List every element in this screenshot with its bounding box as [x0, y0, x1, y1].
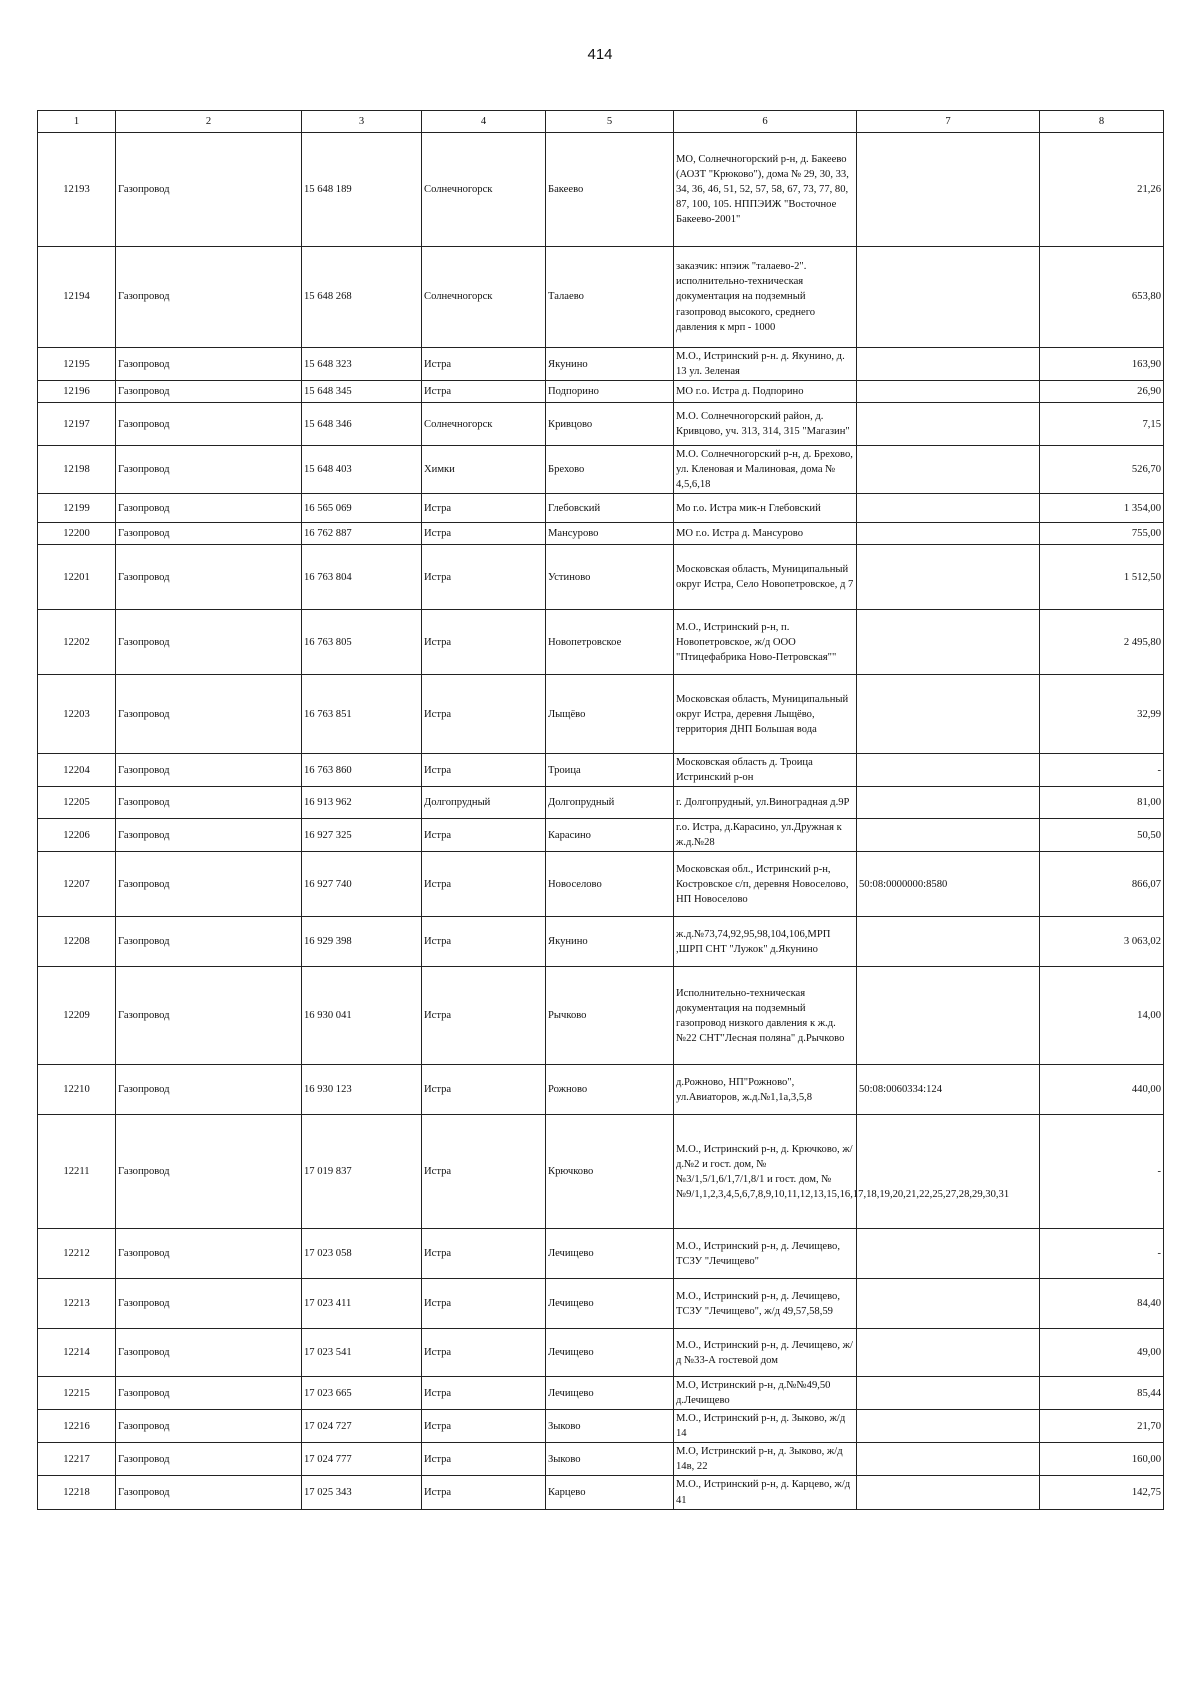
cell-inventory-code: 16 565 069 [302, 494, 422, 523]
cell-row-number: 12217 [38, 1443, 116, 1476]
cell-address: М.О., Истринский р-н, п. Новопетровское, ж/д ООО "Птицефабрика Ново-Петровская"" [674, 610, 857, 675]
cell-object-type: Газопровод [116, 852, 302, 917]
cell-value: 7,15 [1040, 403, 1164, 446]
cell-row-number: 12208 [38, 917, 116, 967]
cell-value: - [1040, 1229, 1164, 1279]
cell-inventory-code: 16 763 860 [302, 754, 422, 787]
cell-row-number: 12202 [38, 610, 116, 675]
cell-cadastral-number [857, 1279, 1040, 1329]
cell-row-number: 12206 [38, 819, 116, 852]
cell-district: Истра [422, 852, 546, 917]
table-row [38, 133, 1164, 247]
cell-district: Солнечногорск [422, 133, 546, 247]
cell-district: Истра [422, 1410, 546, 1443]
cell-address: ж.д.№73,74,92,95,98,104,106,МРП ,ШРП СНТ "Лужок" д.Якунино [674, 917, 857, 967]
cell-cadastral-number [857, 1377, 1040, 1410]
cell-inventory-code: 15 648 323 [302, 348, 422, 381]
cell-cadastral-number [857, 133, 1040, 247]
cell-inventory-code: 16 929 398 [302, 917, 422, 967]
cell-inventory-code: 17 023 665 [302, 1377, 422, 1410]
cell-address: Мо г.о. Истра мик-н Глебовский [674, 494, 857, 523]
cell-object-type: Газопровод [116, 1115, 302, 1229]
table-row [38, 1377, 1164, 1410]
cell-object-type: Газопровод [116, 1476, 302, 1509]
cell-locality: Кривцово [546, 403, 674, 446]
cell-district: Истра [422, 967, 546, 1065]
cell-row-number: 12216 [38, 1410, 116, 1443]
cell-object-type: Газопровод [116, 754, 302, 787]
cell-object-type: Газопровод [116, 133, 302, 247]
cell-locality: Бакеево [546, 133, 674, 247]
cell-district: Истра [422, 348, 546, 381]
cell-value: - [1040, 754, 1164, 787]
cell-locality: Якунино [546, 348, 674, 381]
cell-district: Солнечногорск [422, 403, 546, 446]
cell-inventory-code: 16 763 805 [302, 610, 422, 675]
cell-address: Московская область, Муниципальный округ Истра, Село Новопетровское, д 7 [674, 545, 857, 610]
cell-cadastral-number [857, 446, 1040, 494]
cell-object-type: Газопровод [116, 787, 302, 819]
cell-value: 866,07 [1040, 852, 1164, 917]
column-header: 5 [546, 111, 674, 133]
cell-cadastral-number [857, 403, 1040, 446]
cell-address: М.О., Истринский р-н. д. Якунино, д. 13 ул. Зеленая [674, 348, 857, 381]
cell-locality: Мансурово [546, 523, 674, 545]
cell-district: Истра [422, 917, 546, 967]
cell-cadastral-number [857, 1476, 1040, 1509]
cell-cadastral-number [857, 247, 1040, 348]
cell-row-number: 12197 [38, 403, 116, 446]
cell-object-type: Газопровод [116, 967, 302, 1065]
cell-object-type: Газопровод [116, 494, 302, 523]
cell-cadastral-number [857, 1115, 1040, 1229]
cell-cadastral-number: 50:08:0000000:8580 [857, 852, 1040, 917]
cell-address: заказчик: нпэиж "талаево-2". исполнительно-техническая документация на подземный газопровод высокого, среднего давления к мрп - 1000 [674, 247, 857, 348]
cell-locality: Рычково [546, 967, 674, 1065]
cell-locality: Талаево [546, 247, 674, 348]
table-row [38, 523, 1164, 545]
table-row [38, 403, 1164, 446]
column-header: 2 [116, 111, 302, 133]
cell-district: Истра [422, 545, 546, 610]
cell-locality: Зыково [546, 1443, 674, 1476]
table-row [38, 819, 1164, 852]
cell-cadastral-number [857, 523, 1040, 545]
table-row [38, 545, 1164, 610]
cell-inventory-code: 17 023 411 [302, 1279, 422, 1329]
table-row [38, 917, 1164, 967]
table-row [38, 381, 1164, 403]
cell-inventory-code: 15 648 189 [302, 133, 422, 247]
cell-district: Истра [422, 1377, 546, 1410]
cell-address: Московская обл., Истринский р-н, Костровское с/п, деревня Новоселово, НП Новоселово [674, 852, 857, 917]
column-header: 4 [422, 111, 546, 133]
cell-district: Истра [422, 1115, 546, 1229]
cell-district: Истра [422, 1065, 546, 1115]
cell-row-number: 12215 [38, 1377, 116, 1410]
cell-address: МО г.о. Истра д. Подпорино [674, 381, 857, 403]
cell-inventory-code: 15 648 403 [302, 446, 422, 494]
table-row [38, 1443, 1164, 1476]
cell-locality: Глебовский [546, 494, 674, 523]
table-row [38, 610, 1164, 675]
cell-locality: Новоселово [546, 852, 674, 917]
table-row [38, 1279, 1164, 1329]
cell-cadastral-number [857, 787, 1040, 819]
table-row [38, 1410, 1164, 1443]
cell-district: Истра [422, 1329, 546, 1377]
cell-row-number: 12196 [38, 381, 116, 403]
cell-object-type: Газопровод [116, 1443, 302, 1476]
table-row [38, 446, 1164, 494]
table-row [38, 494, 1164, 523]
cell-row-number: 12203 [38, 675, 116, 754]
cell-row-number: 12209 [38, 967, 116, 1065]
cell-cadastral-number: 50:08:0060334:124 [857, 1065, 1040, 1115]
table-row [38, 675, 1164, 754]
cell-district: Истра [422, 1476, 546, 1509]
cell-locality: Троица [546, 754, 674, 787]
cell-district: Истра [422, 1279, 546, 1329]
table-row [38, 787, 1164, 819]
cell-cadastral-number [857, 1329, 1040, 1377]
column-header: 3 [302, 111, 422, 133]
cell-row-number: 12218 [38, 1476, 116, 1509]
cell-address: МО г.о. Истра д. Мансурово [674, 523, 857, 545]
table-row [38, 247, 1164, 348]
cell-value: 1 354,00 [1040, 494, 1164, 523]
cell-inventory-code: 16 913 962 [302, 787, 422, 819]
cell-locality: Якунино [546, 917, 674, 967]
cell-object-type: Газопровод [116, 1410, 302, 1443]
cell-value: 440,00 [1040, 1065, 1164, 1115]
cell-cadastral-number [857, 917, 1040, 967]
column-header: 8 [1040, 111, 1164, 133]
cell-address: г. Долгопрудный, ул.Виноградная д.9Р [674, 787, 857, 819]
header-row [38, 111, 1164, 133]
cell-object-type: Газопровод [116, 1329, 302, 1377]
cell-value: 3 063,02 [1040, 917, 1164, 967]
cell-inventory-code: 16 763 804 [302, 545, 422, 610]
cell-inventory-code: 17 025 343 [302, 1476, 422, 1509]
cell-inventory-code: 17 019 837 [302, 1115, 422, 1229]
cell-value: 85,44 [1040, 1377, 1164, 1410]
page-number: 414 [587, 46, 613, 63]
cell-row-number: 12211 [38, 1115, 116, 1229]
table-row [38, 1115, 1164, 1229]
cell-value: 14,00 [1040, 967, 1164, 1065]
cell-cadastral-number [857, 967, 1040, 1065]
cell-district: Химки [422, 446, 546, 494]
cell-value: 653,80 [1040, 247, 1164, 348]
cell-locality: Рожново [546, 1065, 674, 1115]
cell-address: д.Рожново, НП"Рожново", ул.Авиаторов, ж.д.№1,1а,3,5,8 [674, 1065, 857, 1115]
cell-object-type: Газопровод [116, 545, 302, 610]
cell-locality: Зыково [546, 1410, 674, 1443]
cell-row-number: 12214 [38, 1329, 116, 1377]
cell-value: 160,00 [1040, 1443, 1164, 1476]
cell-object-type: Газопровод [116, 381, 302, 403]
cell-value: 21,26 [1040, 133, 1164, 247]
cell-value: 755,00 [1040, 523, 1164, 545]
cell-address: М.О., Истринский р-н, д. Крючково, ж/д.№2 и гост. дом, №№3/1,5/1,6/1,7/1,8/1 и гост. дом, №№9/1,1,2,3,4,5,6,7,8,9,10,11,12,13,15,16,17,18,19,20,21,22,25,27,28,29,30,31 [674, 1115, 857, 1229]
cell-locality: Крючково [546, 1115, 674, 1229]
cell-object-type: Газопровод [116, 247, 302, 348]
table-row [38, 1065, 1164, 1115]
cell-value: 21,70 [1040, 1410, 1164, 1443]
cell-locality: Лыщёво [546, 675, 674, 754]
cell-address: Московская область д. Троица Истринский р-он [674, 754, 857, 787]
column-header: 6 [674, 111, 857, 133]
cell-cadastral-number [857, 754, 1040, 787]
cell-inventory-code: 17 023 541 [302, 1329, 422, 1377]
cell-inventory-code: 16 763 851 [302, 675, 422, 754]
cell-address: М.О., Истринский р-н, д. Лечищево, ж/д №33-А гостевой дом [674, 1329, 857, 1377]
cell-cadastral-number [857, 610, 1040, 675]
table-row [38, 1229, 1164, 1279]
cell-row-number: 12201 [38, 545, 116, 610]
cell-inventory-code: 16 930 041 [302, 967, 422, 1065]
cell-value: 163,90 [1040, 348, 1164, 381]
table-row [38, 1476, 1164, 1509]
cell-address: Исполнительно-техническая документация на подземный газопровод низкого давления к ж.д.№22 СНТ"Лесная поляна" д.Рычково [674, 967, 857, 1065]
cell-address: М.О. Солнечногорский район, д. Кривцово, уч. 313, 314, 315 "Магазин" [674, 403, 857, 446]
cell-district: Истра [422, 1229, 546, 1279]
cell-locality: Лечищево [546, 1279, 674, 1329]
cell-address: М.О., Истринский р-н, д. Лечищево, ТСЗУ "Лечищево", ж/д 49,57,58,59 [674, 1279, 857, 1329]
cell-value: 32,99 [1040, 675, 1164, 754]
cell-address: МО, Солнечногорский р-н, д. Бакеево (АОЗТ "Крюково"), дома № 29, 30, 33, 34, 36, 46, 51, 52, 57, 58, 67, 73, 77, 80, 87, 100, 105. НППЭИЖ "Восточное Бакеево-2001" [674, 133, 857, 247]
cell-inventory-code: 16 927 740 [302, 852, 422, 917]
cell-address: г.о. Истра, д.Карасино, ул.Дружная к ж.д.№28 [674, 819, 857, 852]
column-header: 7 [857, 111, 1040, 133]
cell-cadastral-number [857, 348, 1040, 381]
cell-row-number: 12205 [38, 787, 116, 819]
cell-district: Истра [422, 381, 546, 403]
cell-address: М.О. Солнечногорский р-н, д. Брехово, ул. Кленовая и Малиновая, дома № 4,5,6,18 [674, 446, 857, 494]
cell-object-type: Газопровод [116, 675, 302, 754]
cell-inventory-code: 15 648 346 [302, 403, 422, 446]
cell-inventory-code: 17 024 727 [302, 1410, 422, 1443]
cell-row-number: 12213 [38, 1279, 116, 1329]
cell-value: 84,40 [1040, 1279, 1164, 1329]
cell-value: 142,75 [1040, 1476, 1164, 1509]
cell-object-type: Газопровод [116, 1065, 302, 1115]
cell-object-type: Газопровод [116, 523, 302, 545]
cell-locality: Лечищево [546, 1329, 674, 1377]
cell-district: Истра [422, 494, 546, 523]
cell-district: Истра [422, 523, 546, 545]
cell-row-number: 12210 [38, 1065, 116, 1115]
cell-value: - [1040, 1115, 1164, 1229]
cell-value: 526,70 [1040, 446, 1164, 494]
column-header: 1 [38, 111, 116, 133]
table-row [38, 967, 1164, 1065]
cell-cadastral-number [857, 1410, 1040, 1443]
cell-value: 1 512,50 [1040, 545, 1164, 610]
cell-object-type: Газопровод [116, 403, 302, 446]
cell-value: 49,00 [1040, 1329, 1164, 1377]
cell-object-type: Газопровод [116, 348, 302, 381]
cell-object-type: Газопровод [116, 917, 302, 967]
cell-address: М.О., Истринский р-н, д. Карцево, ж/д 41 [674, 1476, 857, 1509]
cell-object-type: Газопровод [116, 1377, 302, 1410]
cell-row-number: 12207 [38, 852, 116, 917]
cell-row-number: 12212 [38, 1229, 116, 1279]
cell-row-number: 12204 [38, 754, 116, 787]
cell-inventory-code: 15 648 345 [302, 381, 422, 403]
cell-row-number: 12195 [38, 348, 116, 381]
cell-locality: Лечищево [546, 1229, 674, 1279]
cell-district: Истра [422, 1443, 546, 1476]
cell-value: 26,90 [1040, 381, 1164, 403]
cell-address: М.О., Истринский р-н, д. Зыково, ж/д 14 [674, 1410, 857, 1443]
registry-table [37, 110, 1164, 1510]
table-row [38, 852, 1164, 917]
cell-inventory-code: 17 023 058 [302, 1229, 422, 1279]
cell-district: Истра [422, 610, 546, 675]
table-row [38, 754, 1164, 787]
cell-cadastral-number [857, 819, 1040, 852]
cell-locality: Карасино [546, 819, 674, 852]
cell-locality: Лечищево [546, 1377, 674, 1410]
cell-locality: Подпорино [546, 381, 674, 403]
cell-cadastral-number [857, 1229, 1040, 1279]
cell-locality: Брехово [546, 446, 674, 494]
cell-object-type: Газопровод [116, 1279, 302, 1329]
cell-district: Долгопрудный [422, 787, 546, 819]
table-row [38, 1329, 1164, 1377]
cell-cadastral-number [857, 1443, 1040, 1476]
cell-object-type: Газопровод [116, 446, 302, 494]
cell-address: М.О, Истринский р-н, д. Зыково, ж/д 14в, 22 [674, 1443, 857, 1476]
cell-value: 50,50 [1040, 819, 1164, 852]
cell-district: Истра [422, 819, 546, 852]
cell-locality: Устиново [546, 545, 674, 610]
cell-inventory-code: 16 927 325 [302, 819, 422, 852]
cell-district: Истра [422, 754, 546, 787]
cell-inventory-code: 16 762 887 [302, 523, 422, 545]
cell-address: Московская область, Муниципальный округ Истра, деревня Лыщёво, территория ДНП Большая вода [674, 675, 857, 754]
cell-address: М.О., Истринский р-н, д. Лечищево, ТСЗУ "Лечищево" [674, 1229, 857, 1279]
cell-inventory-code: 17 024 777 [302, 1443, 422, 1476]
cell-locality: Новопетровское [546, 610, 674, 675]
cell-row-number: 12199 [38, 494, 116, 523]
cell-inventory-code: 16 930 123 [302, 1065, 422, 1115]
cell-cadastral-number [857, 675, 1040, 754]
cell-object-type: Газопровод [116, 819, 302, 852]
cell-district: Солнечногорск [422, 247, 546, 348]
cell-value: 2 495,80 [1040, 610, 1164, 675]
table-body [38, 133, 1164, 1510]
cell-object-type: Газопровод [116, 1229, 302, 1279]
cell-cadastral-number [857, 381, 1040, 403]
cell-inventory-code: 15 648 268 [302, 247, 422, 348]
cell-locality: Карцево [546, 1476, 674, 1509]
cell-row-number: 12194 [38, 247, 116, 348]
cell-row-number: 12198 [38, 446, 116, 494]
cell-locality: Долгопрудный [546, 787, 674, 819]
cell-object-type: Газопровод [116, 610, 302, 675]
cell-row-number: 12200 [38, 523, 116, 545]
cell-value: 81,00 [1040, 787, 1164, 819]
table-row [38, 348, 1164, 381]
cell-cadastral-number [857, 494, 1040, 523]
cell-address: М.О, Истринский р-н, д.№№49,50 д.Лечищево [674, 1377, 857, 1410]
cell-row-number: 12193 [38, 133, 116, 247]
cell-district: Истра [422, 675, 546, 754]
cell-cadastral-number [857, 545, 1040, 610]
